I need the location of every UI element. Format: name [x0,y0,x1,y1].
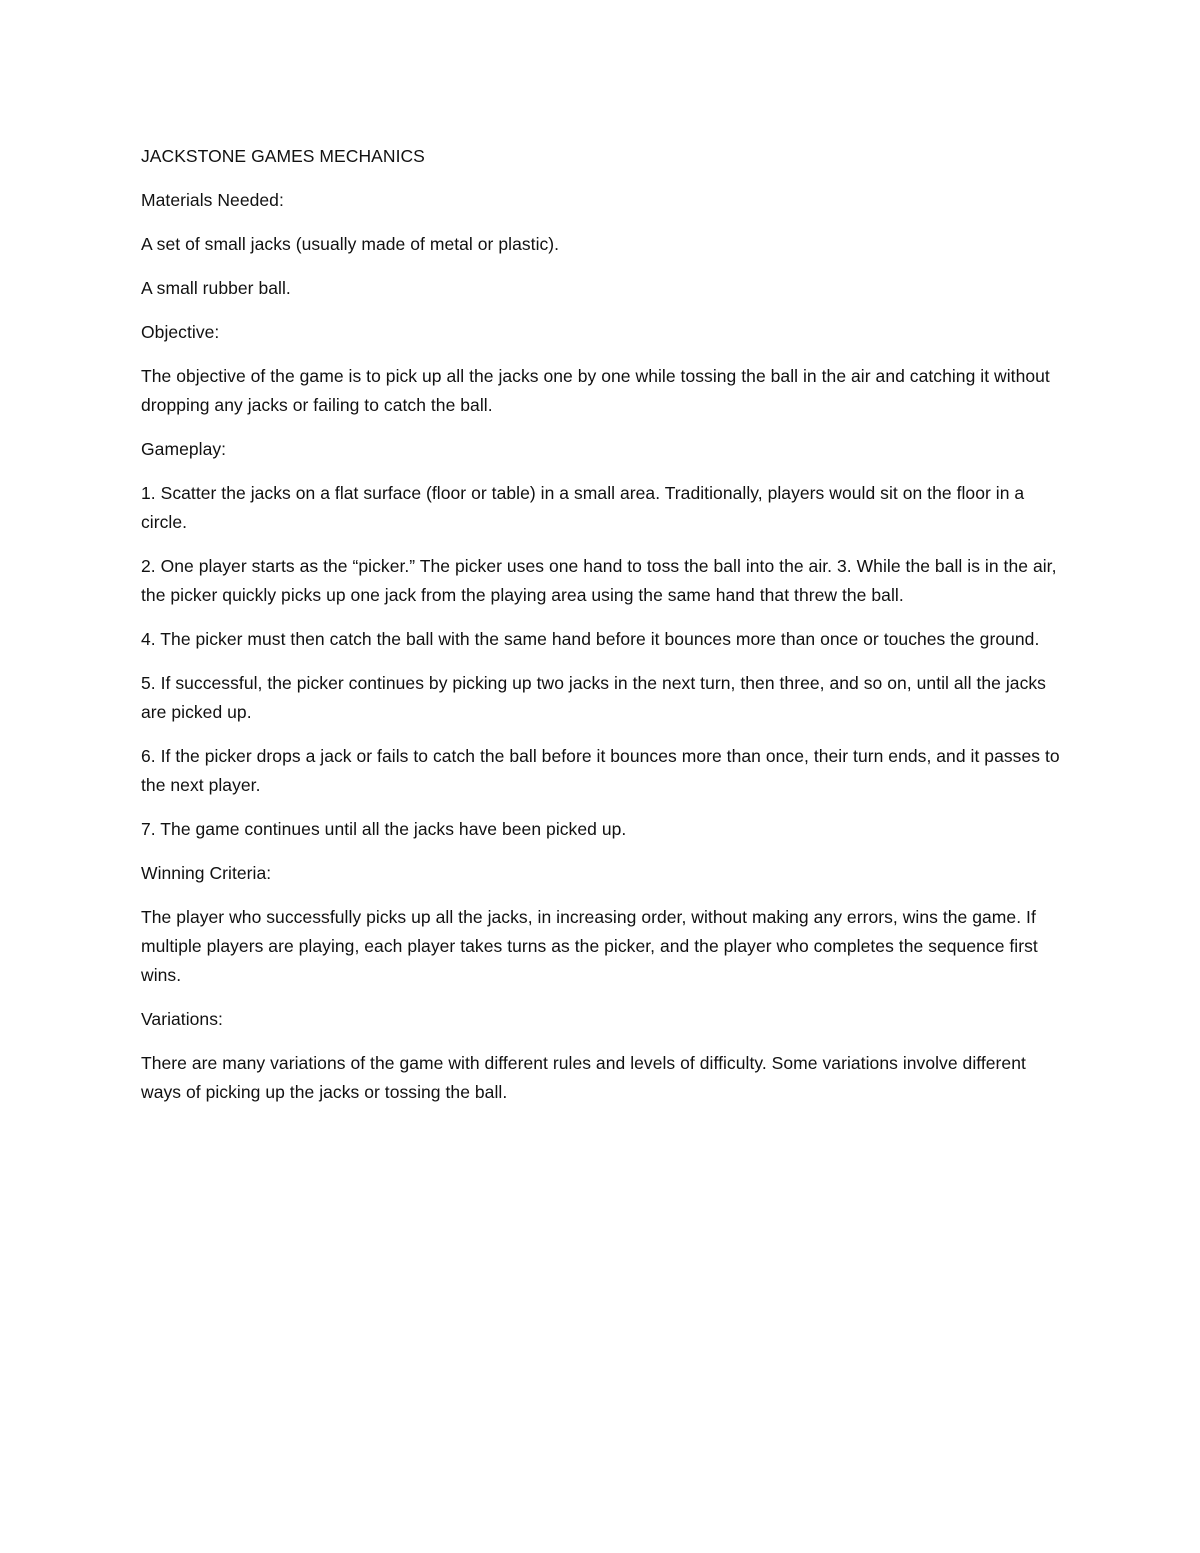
gameplay-step: 5. If successful, the picker continues by picking up two jacks in the next turn, then three, and so on, until all the jacks are picked up. [141,673,1046,722]
materials-item: A small rubber ball. [141,278,291,298]
gameplay-step: 4. The picker must then catch the ball with the same hand before it bounces more than once or touches the ground. [141,629,1040,649]
winning-text: The player who successfully picks up all the jacks, in increasing order, without making any errors, wins the game. If multiple players are playing, each player takes turns as the picker, and the player who completes the sequence first wins. [141,907,1038,985]
gameplay-step: 7. The game continues until all the jacks have been picked up. [141,819,627,839]
materials-heading: Materials Needed: [141,190,284,210]
gameplay-heading: Gameplay: [141,439,227,459]
objective-text: The objective of the game is to pick up all the jacks one by one while tossing the ball in the air and catching it without dropping any jacks or failing to catch the ball. [141,366,1050,415]
gameplay-step: 6. If the picker drops a jack or fails to catch the ball before it bounces more than once, their turn ends, and it passes to the next player. [141,746,1060,795]
variations-text: There are many variations of the game with different rules and levels of difficulty. Some variations involve different ways of picking up the jacks or tossing the ball. [141,1053,1026,1102]
document-body [141,142,1061,1122]
winning-heading: Winning Criteria: [141,863,272,883]
gameplay-step: 1. Scatter the jacks on a flat surface (floor or table) in a small area. Traditionally, players would sit on the floor in a circle. [141,483,1025,532]
gameplay-step: 2. One player starts as the “picker.” The picker uses one hand to toss the ball into the air. 3. While the ball is in the air, the picker quickly picks up one jack from the playing area using the same hand that threw the ball. [141,556,1057,605]
objective-heading: Objective: [141,322,220,342]
variations-heading: Variations: [141,1009,223,1029]
document-title: JACKSTONE GAMES MECHANICS [141,146,425,166]
materials-item: A set of small jacks (usually made of metal or plastic). [141,234,560,254]
